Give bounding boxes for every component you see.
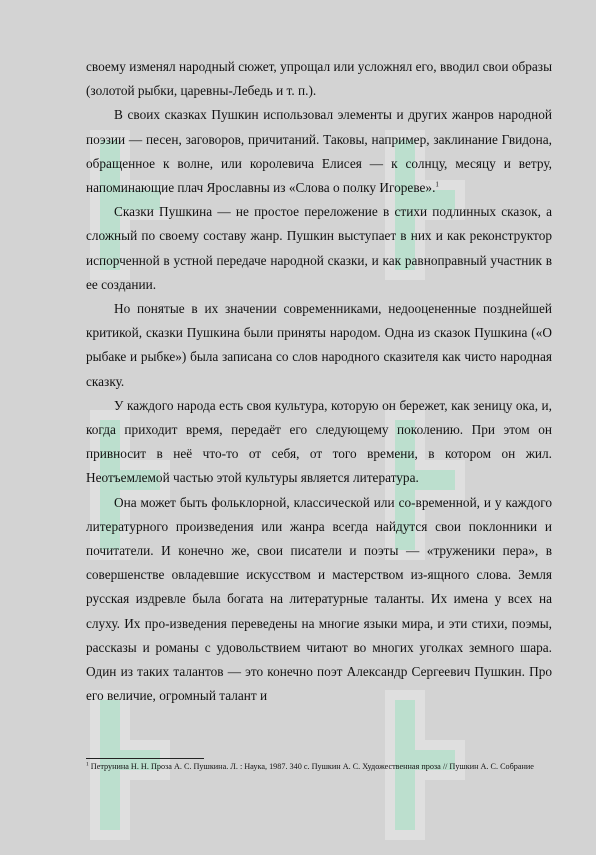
footnote-number: 1 [86, 761, 89, 768]
paragraph: У каждого народа есть своя культура, которую он бережет, как зеницу ока, и, когда приходит время, передаёт его следующему поколению. При этом он привносит в неё что-то от себя, от того времени, в котором он жил. Неотъемлемой частью этой культуры является литература. [86, 397, 552, 486]
document-body [86, 55, 552, 708]
paragraph-text: В своих сказках Пушкин использовал элементы и других жанров народной поэзии — песен, заговоров, причитаний. Таковы, например, заклинание Гвидона, обращенное к волне, или королевича Елисея — к солнцу, месяцу и ветру, напоминающие плач Ярославны из «Слова о полку Игореве». [86, 107, 552, 196]
paragraph: Но понятые в их значении современниками, недооцененные позднейшей критикой, сказки Пушкина были приняты народом. Одна из сказок Пушкина («О рыбаке и рыбке») была записана со слов народного сказителя как чисто народная сказку. [86, 301, 552, 389]
paragraph: своему изменял народный сюжет, упрощал или усложнял его, вводил свои образы (золотой рыбки, царевны-Лебедь и т. п.). [86, 59, 552, 99]
footnote [86, 761, 552, 772]
footnote-text: Петрунина Н. Н. Проза А. С. Пушкина. Л. : Наука, 1987. 340 с. Пушкин А. С. Художественная проза // Пушкин А. С. Собрание [90, 762, 534, 771]
paragraph: Сказки Пушкина — не простое переложение в стихи подлинных сказок, а сложный по своему составу жанр. Пушкин выступает в них и как реконструктор испорченной в устной передаче народной сказки, и как равноправный участник в ее создании. [86, 204, 552, 292]
footnote-separator [86, 758, 204, 759]
footnote-reference[interactable]: 1 [435, 180, 439, 189]
paragraph: Она может быть фольклорной, классической или со-временной, и у каждого литературного произведения или жанра всегда найдутся свои поклонники и почитатели. И конечно же, свои писатели и поэты — «труженики пера», в совершенстве овладевшие искусством и мастерством из-ящного слова. Земля русская издревле была богата на литературные таланты. Их имена у всех на слуху. Их про-изведения переведены на многие языки мира, и эти стихи, поэмы, рассказы и романы с удовольствием читают во многих уголках земного шара. Один из таких талантов — это конечно поэт Александр Сергеевич Пушкин. Про его величие, огромный талант и [86, 494, 552, 704]
paragraph [86, 103, 552, 200]
